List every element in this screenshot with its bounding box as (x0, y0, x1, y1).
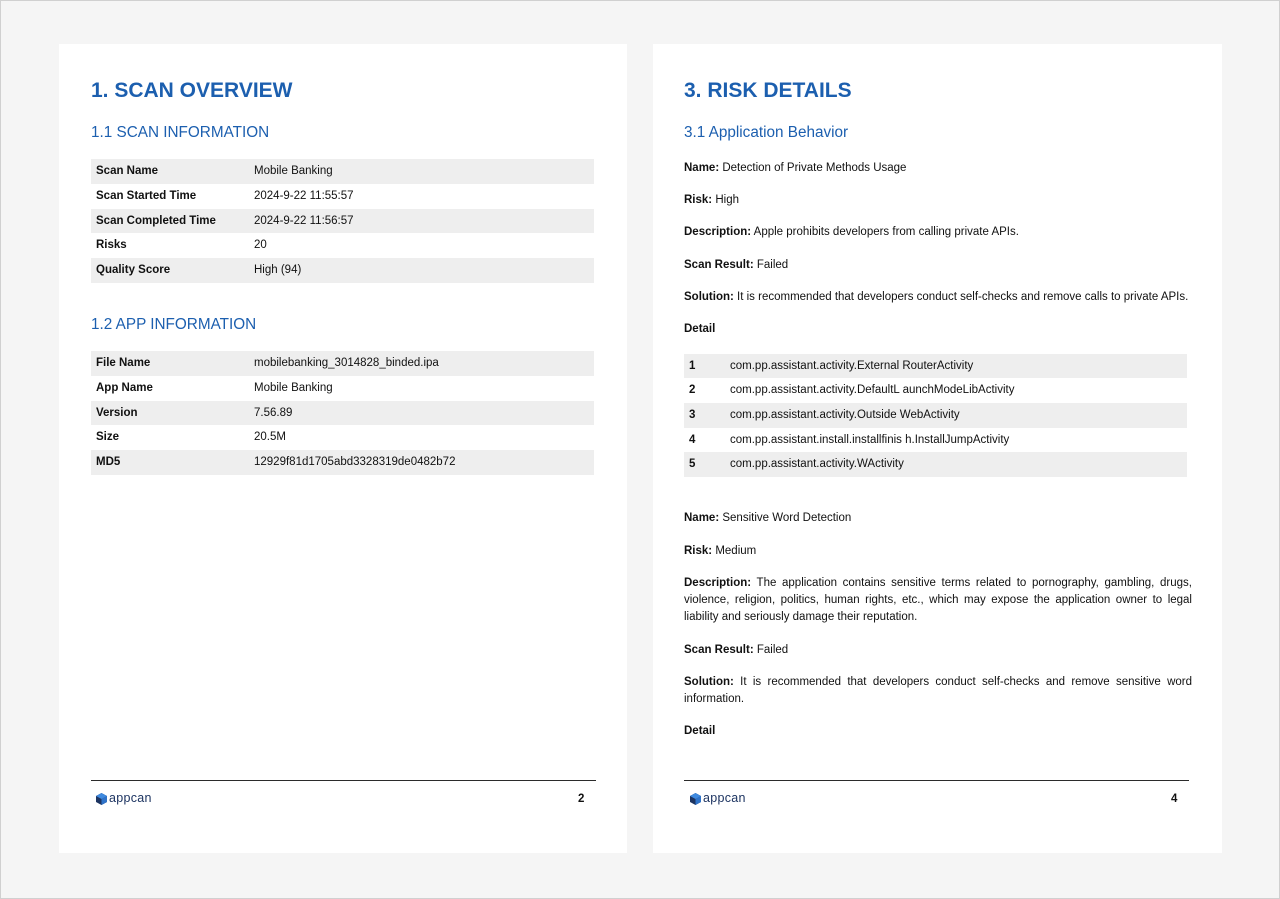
row-value: com.pp.assistant.activity.DefaultL aunchModeLibActivity (730, 384, 1015, 397)
field-value: Apple prohibits developers from calling private APIs. (753, 226, 1019, 239)
field-value: Detection of Private Methods Usage (722, 161, 907, 174)
field-label: Solution: (684, 291, 734, 304)
row-value: mobilebanking_3014828_binded.ipa (254, 356, 439, 369)
field-label: Scan Result: (684, 643, 754, 656)
table-row (91, 209, 594, 234)
subsection-title-application-behavior: 3.1 Application Behavior (684, 124, 849, 141)
risk-detail-table (684, 354, 1187, 477)
field-label: Risk: (684, 193, 713, 206)
table-row (91, 376, 594, 401)
scan-information-table (91, 159, 594, 283)
footer-logo-text: appcan (703, 791, 746, 805)
page-number: 4 (1171, 793, 1178, 805)
table-row (684, 428, 1187, 453)
table-row (684, 403, 1187, 428)
table-row (91, 401, 594, 426)
row-index: 4 (689, 433, 696, 446)
row-index: 3 (689, 409, 696, 422)
page-content (684, 78, 1204, 756)
app-information-table (91, 351, 594, 475)
section-title-scan-overview: 1. SCAN OVERVIEW (91, 79, 293, 102)
field-label: Description: (684, 577, 752, 590)
row-label: Risks (96, 239, 127, 252)
risk-solution (684, 674, 1192, 708)
table-row (684, 452, 1187, 477)
detail-heading (684, 723, 1192, 740)
risk-name (684, 510, 1192, 527)
footer-divider (684, 780, 1189, 781)
field-value: Failed (756, 643, 789, 656)
appcan-logo-icon (96, 793, 107, 805)
field-value: Medium (715, 544, 757, 557)
field-label: Detail (684, 323, 716, 336)
field-value: Sensitive Word Detection (722, 512, 852, 525)
row-index: 5 (689, 458, 696, 471)
row-label: Quality Score (96, 264, 171, 277)
field-label: Solution: (684, 675, 734, 688)
risk-level (684, 192, 1192, 209)
risk-description (684, 224, 1192, 241)
risk-scan-result (684, 257, 1192, 274)
row-label: Size (96, 431, 120, 444)
field-label: Risk: (684, 544, 713, 557)
field-value: It is recommended that developers conduct self-checks and remove calls to private APIs. (737, 291, 1189, 304)
subsection-title-scan-information: 1.1 SCAN INFORMATION (91, 124, 270, 141)
appcan-logo-icon (690, 793, 701, 805)
row-value: 20.5M (254, 431, 286, 444)
row-value: Mobile Banking (254, 165, 333, 177)
report-page-2 (59, 44, 627, 853)
table-row (91, 425, 594, 450)
page-number: 2 (578, 793, 585, 805)
table-row (684, 378, 1187, 403)
field-value: Failed (756, 258, 789, 271)
risk-name (684, 160, 1192, 177)
row-value: com.pp.assistant.activity.WActivity (730, 458, 904, 471)
risk-level (684, 543, 1192, 560)
section-title-risk-details: 3. RISK DETAILS (684, 79, 852, 102)
row-value: 2024-9-22 11:56:57 (254, 214, 354, 227)
subsection-title-app-information: 1.2 APP INFORMATION (91, 315, 257, 333)
risk-scan-result (684, 642, 1192, 659)
table-row (91, 258, 594, 283)
row-value: com.pp.assistant.install.installfinis h.InstallJumpActivity (730, 433, 1010, 446)
report-page-4 (653, 44, 1222, 853)
field-value: High (715, 193, 739, 206)
table-row (91, 184, 594, 209)
table-row (91, 351, 594, 376)
row-value: High (94) (254, 264, 302, 277)
field-label: Name: (684, 161, 720, 174)
table-row (684, 354, 1187, 379)
row-index: 1 (689, 359, 696, 372)
row-label: Version (96, 406, 138, 419)
row-label: Scan Completed Time (96, 214, 216, 227)
footer-logo-text: appcan (109, 791, 152, 805)
risk-description (684, 575, 1192, 626)
row-label: MD5 (96, 456, 121, 469)
table-row (91, 159, 594, 184)
row-label: Scan Name (96, 165, 159, 177)
row-label: File Name (96, 356, 151, 369)
row-index: 2 (689, 384, 696, 397)
detail-heading (684, 321, 1192, 338)
field-value: It is recommended that developers conduct self-checks and remove sensitive word information. (684, 675, 1192, 705)
risk-list (684, 160, 1204, 741)
table-row (91, 450, 594, 475)
field-label: Detail (684, 725, 716, 738)
footer-divider (91, 780, 596, 781)
row-value: 7.56.89 (254, 406, 293, 419)
risk-solution (684, 289, 1192, 306)
row-label: App Name (96, 381, 153, 394)
field-label: Description: (684, 226, 752, 239)
row-value: 20 (254, 239, 267, 252)
field-value: The application contains sensitive terms related to pornography, gambling, drugs, violence, religion, politics, human rights, etc., which may expose the application owner to legal liability and seriously damage their reputation. (684, 577, 1192, 624)
field-label: Name: (684, 512, 720, 525)
row-value: 2024-9-22 11:55:57 (254, 189, 354, 202)
table-row (91, 233, 594, 258)
field-label: Scan Result: (684, 258, 754, 271)
row-value: com.pp.assistant.activity.External RouterActivity (730, 359, 974, 372)
row-value: com.pp.assistant.activity.Outside WebActivity (730, 409, 960, 422)
row-value: 12929f81d1705abd3328319de0482b72 (254, 456, 456, 469)
row-label: Scan Started Time (96, 189, 197, 202)
page-content (91, 78, 611, 475)
row-value: Mobile Banking (254, 381, 333, 394)
